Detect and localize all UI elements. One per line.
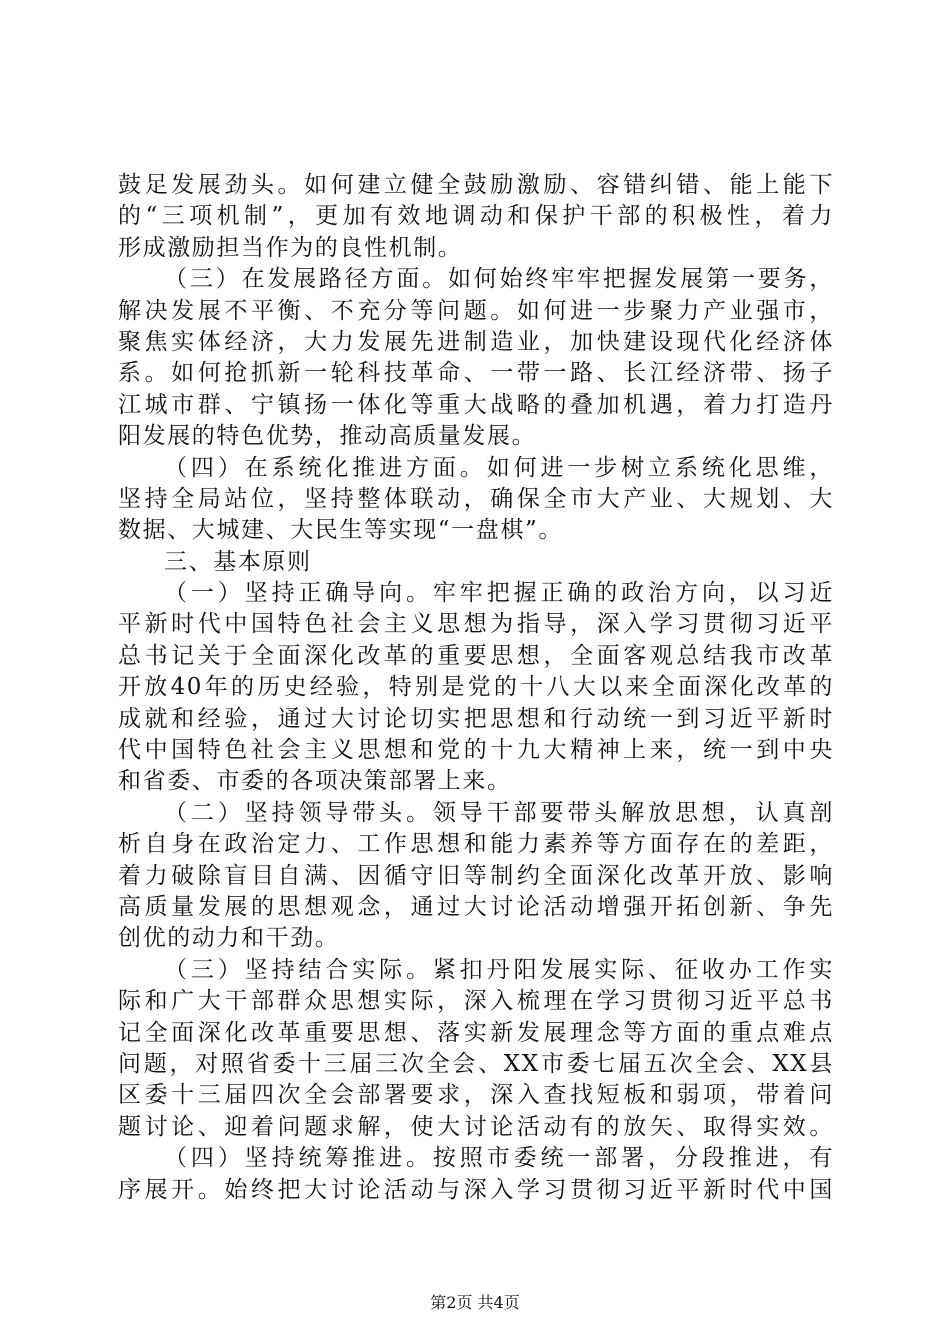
text-line: 江城市群、宁镇扬一体化等重大战略的叠加机遇，着力打造丹: [118, 391, 834, 418]
text-line: 解决发展不平衡、不充分等问题。如何进一步聚力产业强市，: [118, 297, 834, 324]
section-heading: 三、基本原则: [164, 548, 312, 575]
text-line: 成就和经验，通过大讨论切实把思想和行动统一到习近平新时: [118, 705, 834, 732]
text-line: 高质量发展的思想观念，通过大讨论活动增强开拓创新、争先: [118, 893, 834, 920]
text-line: （一）坚持正确导向。牢牢把握正确的政治方向，以习近: [164, 580, 834, 607]
text-line: 着力破除盲目自满、因循守旧等制约全面深化改革开放、影响: [118, 862, 834, 889]
document-body: [118, 170, 834, 1206]
text-line: 总书记关于全面深化改革的重要思想，全面客观总结我市改革: [118, 642, 834, 669]
text-line: 记全面深化改革重要思想、落实新发展理念等方面的重点难点: [118, 1019, 834, 1046]
text-line: 鼓足发展劲头。如何建立健全鼓励激励、容错纠错、能上能下: [118, 172, 834, 198]
text-line: 际和广大干部群众思想实际，深入梳理在学习贯彻习近平总书: [118, 988, 834, 1015]
text-line: （四）在系统化推进方面。如何进一步树立系统化思维，: [164, 454, 834, 481]
text-line: （三）在发展路径方面。如何始终牢牢把握发展第一要务，: [164, 266, 834, 293]
text-line: 的“三项机制”，更加有效地调动和保护干部的积极性，着力: [118, 203, 834, 230]
text-line: 区委十三届四次全会部署要求，深入查找短板和弱项，带着问: [118, 1082, 834, 1109]
text-line: 坚持全局站位，坚持整体联动，确保全市大产业、大规划、大: [118, 485, 834, 512]
text-line: 题讨论、迎着问题求解，使大讨论活动有的放矢、取得实效。: [118, 1113, 834, 1140]
page-number-footer: 第2页 共4页: [430, 1293, 520, 1312]
text-line: 析自身在政治定力、工作思想和能力素养等方面存在的差距，: [118, 831, 834, 858]
text-line: （四）坚持统筹推进。按照市委统一部署，分段推进，有: [164, 1145, 834, 1172]
text-line: 和省委、市委的各项决策部署上来。: [118, 768, 512, 795]
text-line: （三）坚持结合实际。紧扣丹阳发展实际、征收办工作实: [164, 956, 834, 983]
text-line: 平新时代中国特色社会主义思想为指导，深入学习贯彻习近平: [118, 611, 834, 638]
text-line: 形成激励担当作为的良性机制。: [118, 234, 463, 261]
text-line: 系。如何抢抓新一轮科技革命、一带一路、长江经济带、扬子: [118, 360, 834, 387]
text-line: 创优的动力和干劲。: [118, 925, 340, 952]
text-line: 数据、大城建、大民生等实现“一盘棋”。: [118, 517, 563, 544]
text-line: 阳发展的特色优势，推动高质量发展。: [118, 423, 537, 450]
text-line: 问题，对照省委十三届三次全会、XX市委七届五次全会、XX县: [118, 1050, 834, 1077]
text-line: （二）坚持领导带头。领导干部要带头解放思想，认真剖: [164, 799, 834, 826]
text-line: 序展开。始终把大讨论活动与深入学习贯彻习近平新时代中国: [118, 1176, 834, 1203]
text-line: 开放40年的历史经验，特别是党的十八大以来全面深化改革的: [118, 674, 834, 701]
text-line: 代中国特色社会主义思想和党的十九大精神上来，统一到中央: [118, 737, 834, 764]
text-line: 聚焦实体经济，大力发展先进制造业，加快建设现代化经济体: [118, 328, 834, 355]
